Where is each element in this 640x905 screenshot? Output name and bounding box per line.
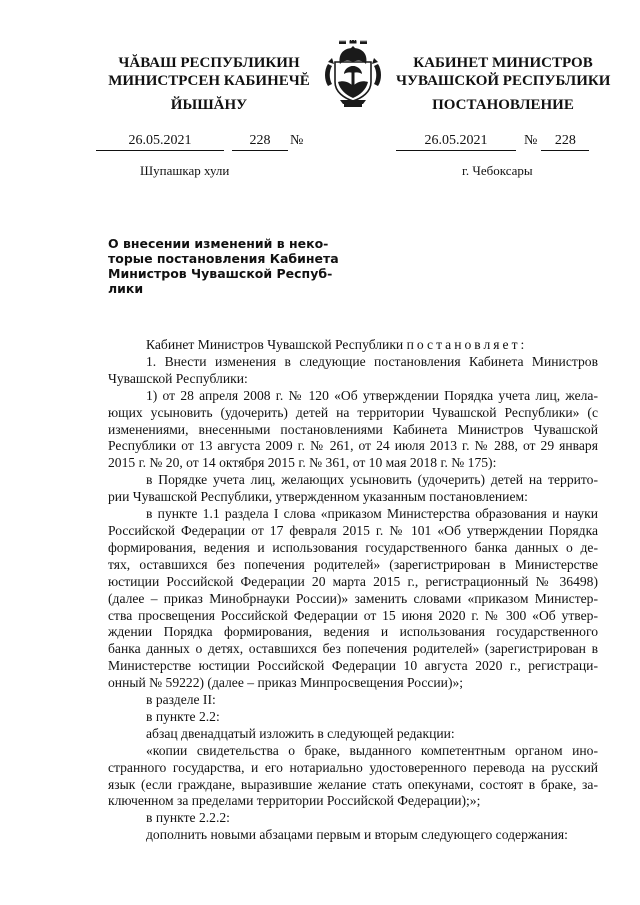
body-line: ждении Порядка формирования, ведения и использования государственного <box>108 624 598 640</box>
body-line: в пункте 2.2.2: <box>146 810 230 826</box>
title-line: О внесении изменений в неко- <box>108 236 329 251</box>
body-line: в пункте 1.1 раздела I слова «приказом Министерства образования и науки <box>146 506 598 522</box>
body-line: 1. Внести изменения в следующие постановления Кабинета Министров <box>146 353 598 369</box>
city-right: г. Чебоксары <box>462 163 533 178</box>
number-right: 228 <box>541 133 589 151</box>
body-line: ства просвещения Российской Федерации от 15 июня 2020 г. № 300 «Об утвер- <box>108 607 598 623</box>
header-left-line2: МИНИСТРСЕН КАБИНЕЧĔ <box>108 73 310 89</box>
body-line: в пункте 2.2: <box>146 708 220 724</box>
date-row-left <box>96 133 303 151</box>
title-line: лики <box>108 281 144 296</box>
header-left-line1: ЧĂВАШ РЕСПУБЛИКИН <box>118 55 300 71</box>
body-line: юстиции Российской Федерации 20 марта 2015 г., регистрационный № 36498) <box>108 573 598 589</box>
body-line: банка данных о детях, оставшихся без попечения родителей» (зарегистрирован в <box>108 641 598 657</box>
body-line: «копии свидетельства о браке, выданного компетентным органом ино- <box>146 742 598 758</box>
body-line: в Порядке учета лиц, желающих усыновить (удочерить) детей на террито- <box>146 472 598 488</box>
body-line: онный № 59222) (далее – приказ Минпросвещения России)»; <box>108 675 464 691</box>
body-line: язык (если граждане, выразившие желание стать опекунами, состоят в браке, за- <box>108 776 598 792</box>
body-line: абзац двенадцатый изложить в следующей редакции: <box>146 725 455 741</box>
header-left-authority <box>96 54 322 90</box>
body-line: странного государства, и его нотариально удостоверенного перевода на русский <box>108 759 598 775</box>
body-lines <box>108 354 598 844</box>
body-line: 2015 г. № 20, от 14 октября 2015 г. № 361, от 10 мая 2018 г. № 175): <box>108 455 497 471</box>
title-line: Министров Чувашской Респуб- <box>108 266 333 281</box>
body-line: (далее – приказ Минобрнауки России)» заменить словами «приказом Министер- <box>108 590 598 606</box>
chuvashia-emblem-icon <box>322 40 384 108</box>
date-left: 26.05.2021 <box>96 133 224 151</box>
body-line: рии Чувашской Республики, утвержденном указанным постановлением: <box>108 489 528 505</box>
title-line: торые постановления Кабинета <box>108 251 339 266</box>
crown-icon <box>339 40 367 44</box>
body-line: формирования, ведения и использования государственного банка данных о де- <box>108 539 598 555</box>
document-body <box>108 337 598 844</box>
body-line: Чувашской Республики: <box>108 370 248 386</box>
header-right-line1: КАБИНЕТ МИНИСТРОВ <box>413 55 593 71</box>
intro-prefix: Кабинет Министров Чувашской Республики <box>146 337 404 352</box>
doctype-right: ПОСТАНОВЛЕНИЕ <box>432 97 574 113</box>
body-line: ключенном за пределами территории Российской Федерации);»; <box>108 793 481 809</box>
number-left: 228 <box>232 133 288 151</box>
body-line: Республики от 13 августа 2009 г. № 261, от 24 июля 2013 г. № 288, от 29 января <box>108 438 598 454</box>
city-left: Шупашкар хули <box>140 163 230 178</box>
document-title <box>108 236 339 296</box>
date-right: 26.05.2021 <box>396 133 516 151</box>
number-sign-left: № <box>290 133 304 148</box>
intro-decree-word: постановляет: <box>406 337 528 352</box>
body-line: ющих усыновить (удочерить) детей на территории Чувашской Республики» (с <box>108 404 598 420</box>
body-line: 1) от 28 апреля 2008 г. № 120 «Об утверждении Порядка учета лиц, жела- <box>146 387 598 403</box>
date-row-right <box>396 133 589 151</box>
body-line: изменениями, внесенными постановлениями Кабинета Министров Чувашской <box>108 421 598 437</box>
doctype-left: ЙЫШĂНУ <box>170 97 248 113</box>
header-right-authority <box>396 54 610 90</box>
body-line: тях, оставшихся без попечения родителей» (зарегистрирован в Министерстве <box>108 556 598 572</box>
header-right-line2: ЧУВАШСКОЙ РЕСПУБЛИКИ <box>396 73 611 89</box>
body-line: Министерстве юстиции Российской Федерации 10 августа 2020 г., регистраци- <box>108 658 598 674</box>
body-line: Российской Федерации от 17 февраля 2015 г. № 101 «Об утверждении Порядка <box>108 522 598 538</box>
body-line: дополнить новыми абзацами первым и вторым следующего содержания: <box>146 827 568 843</box>
body-line: в разделе II: <box>146 692 216 708</box>
number-sign-right: № <box>524 133 538 148</box>
intro-line <box>108 337 598 354</box>
